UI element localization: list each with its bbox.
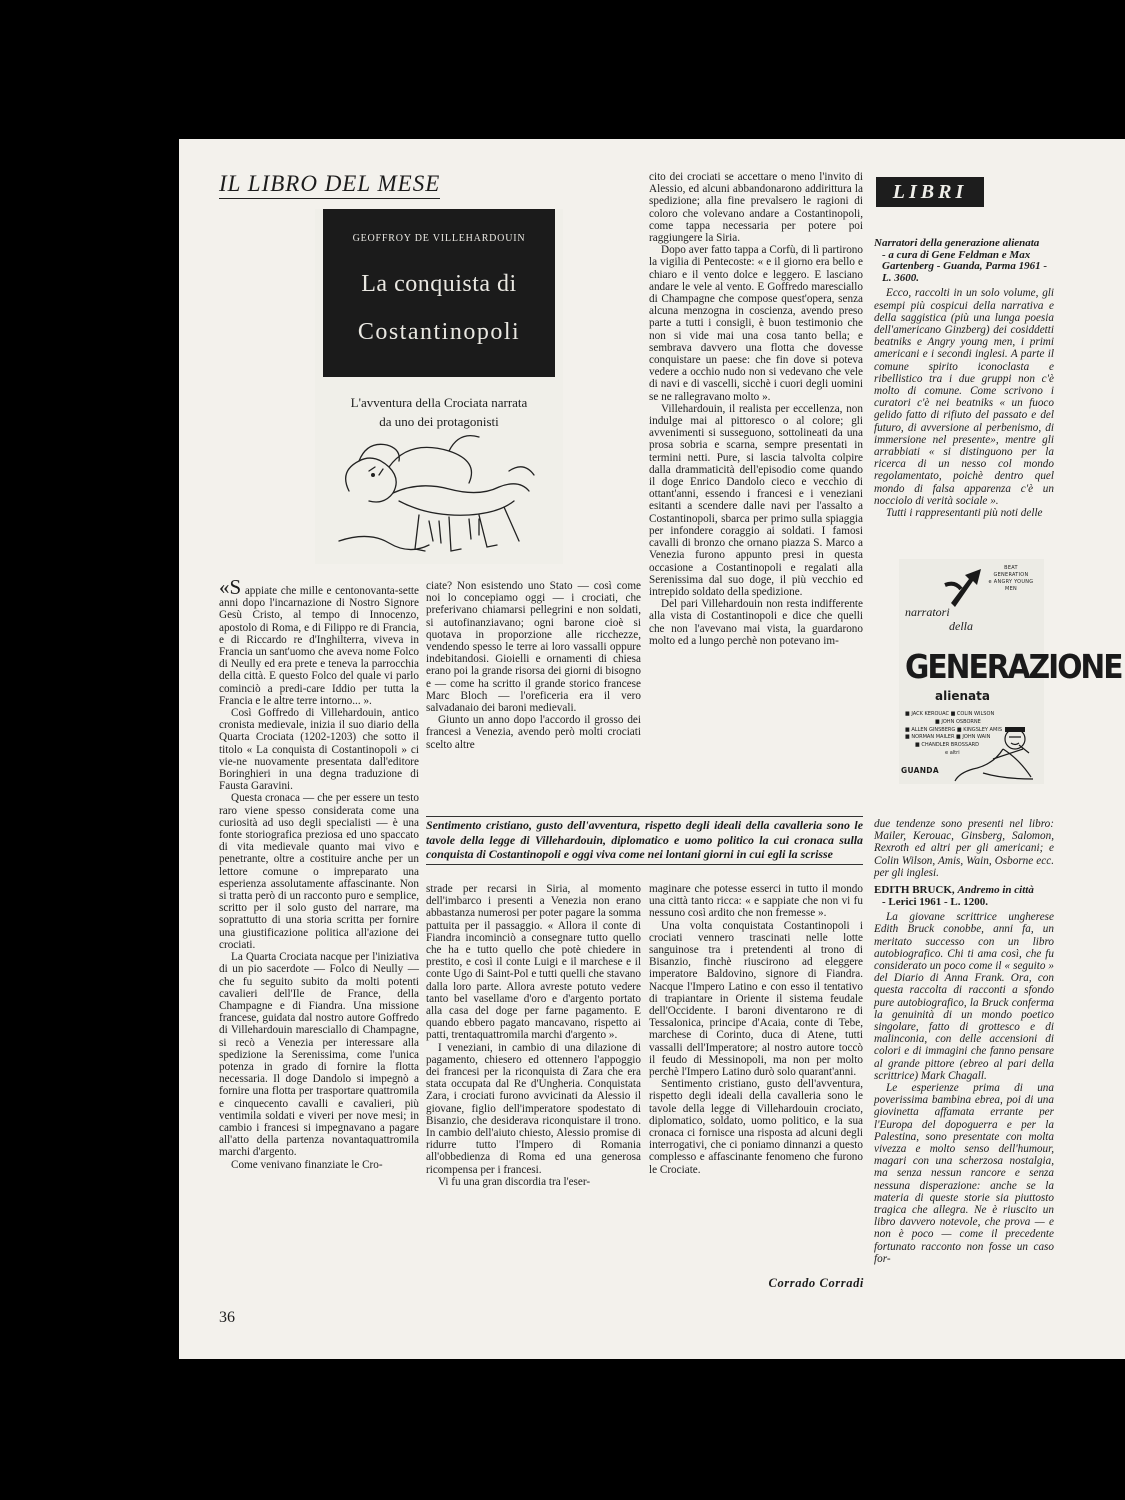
review-2-author: EDITH BRUCK, <box>874 884 955 897</box>
article-column-2-top <box>426 580 641 800</box>
beat-line: e ANGRY YOUNG <box>988 579 1034 585</box>
book-cover <box>315 209 563 564</box>
section-title: IL LIBRO DEL MESE <box>219 171 440 199</box>
article-column-3-bottom <box>649 883 863 1273</box>
paragraph: Questa cronaca — che per essere un testo raro viene spesso considerata come una curiosità ad uso degli specialisti — è una fonte storiografica preziosa ed uno spaccato di vita medievale quanto mai vivo e penetrante, oltre a costituire anche per un lettore comune o impreparato una esperienza assolutamente affascinante. Non si tratta però di un racconto puro e semplice, scritto per il solo gusto del narrare, ma soprattutto di una storia scritta per fornire una giustificazione politica all'azione dei crociati. <box>219 792 419 951</box>
guitarist-drawing-icon <box>953 719 1043 784</box>
cover-title-line-1: La conquista di <box>361 271 517 297</box>
narr-line: narratori <box>905 605 950 619</box>
author-line: ■ CHANDLER BROSSARD <box>915 742 980 749</box>
page-number: 36 <box>219 1309 235 1326</box>
paragraph: Del pari Villehardouin non resta indifferente alla vista di Costantinopoli e dice che quelli che non l'avevano mai vista, la guardarono molto ed a lungo perchè non potevano im- <box>649 598 863 647</box>
beat-line: GENERATION <box>993 572 1029 578</box>
article-column-1 <box>219 575 420 1298</box>
paragraph: due tendenze sono presenti nel libro: Mailer, Kerouac, Ginsberg, Salomon, Rexroth ed altri per gli americani; e Colin Wilson, Amis, Wain, Osborne ecc. per gli inglesi. <box>874 818 1054 879</box>
beat-line: BEAT <box>1004 565 1018 571</box>
libri-label: LIBRI <box>876 177 984 207</box>
magazine-page <box>179 139 1125 1359</box>
paragraph: Ecco, raccolti in un solo volume, gli esempi più cospicui della narrativa e della saggistica (più una lunga poesia dell'americano Ginzberg) dei cosiddetti beatniks e Angry young men, i primi americani e i secondi inglesi. A parte il comune spirito iconoclasta e ribellistico tra i due gruppi non c'è molto di comune. Come scrivono i curatori c'è nei beatniks « un fuoco gelido fatto di rifiuto del passato e del futuro, di avversione al perbenismo, di immersione nel presente», mentre gli arrabbiati « si distinguono per la ricerca di un nesso col mondo regolamentato, poichè dentro quel mondo di falsa apparenza c'è un nocciolo di verità sociale ». <box>874 287 1054 507</box>
author-line: ■ JACK KEROUAC ■ COLIN WILSON <box>905 711 995 717</box>
paragraph: I veneziani, in cambio di una dilazione di pagamento, chiesero ed ottennero l'appoggio dei francesi per la riconquista di Zara che era stata occupata dal Re d'Ungheria. Conquistata Zara, i crociati furono avvicinati da Alessio il giovane, figlio dell'imperatore spodestato di Bisanzio, che desiderava riconquistare il trono. In cambio dell'aiuto chiesto, Alessio promise di ridurre tutto l'Impero di Romania all'obbedienza di Roma ed una generosa ricompensa per i francesi. <box>426 1041 641 1176</box>
book-cover-2 <box>899 559 1122 784</box>
cover-subtitle <box>315 393 563 431</box>
book2-narratori <box>905 605 973 633</box>
book2-publisher: GUANDA <box>901 766 939 775</box>
paragraph-text: appiate che mille e centonovanta-sette anni dopo l'incarnazione di Nostro Signore Gesù Cristo, al tempo di Innocenzo, apostolo di Roma, e di Filippo re di Francia, e di Riccardo re d'Inghilterra, viveva in Francia un sant'uomo che aveva nome Folco di Neully ed era prete e teneva la parrocchia della città. E questo Folco del quale vi parlo cominciò a predi-care Iddio per tutta la Francia e le altre terre intorno... ». <box>219 585 420 707</box>
paragraph: Tutti i rappresentanti più noti delle <box>886 507 1043 520</box>
paragraph: La giovane scrittrice ungherese Edith Bruck conobbe, anni fa, un meritato successo con un libro autobiografico. Chi ti ama così, che fu considerato un poco come il « seguito » del Diario di Anna Frank. Ora, con questa raccolta di racconti a sfondo pure autobiografico, la Bruck conferma la genuinità di un mondo poetico singolare, fatto di grottesco e di malinconia, con delle accensioni di colori e di immagini che fanno pensare al grande pittore (ebreo al pari della scrittrice) Mark Chagall. <box>874 911 1054 1082</box>
paragraph: Dopo aver fatto tappa a Corfù, di lì partirono la vigilia di Pentecoste: « e il giorno era bello e chiaro e il vento dolce e leggero. E lasciano andare le vele al vento. E Goffredo maresciallo di Champagne che compose quest'opera, senza alcuna menzogna in coscienza, avendo preso parte a tutti i consigli, è buon testimonio che non si vide mai una cosa tanto bella; e sembrava davvero una flotta che dovesse conquistare un paese: che fin dove si poteva vedere a occhio nudo non si vedevano che vele di navi e di vascelli, sicchè i cuori degli uomini se ne rallegravano molto ». <box>649 244 863 403</box>
paragraph: Vi fu una gran discordia tra l'eser- <box>438 1175 591 1188</box>
cover-title-line-2: Costantinopoli <box>357 319 521 345</box>
paragraph: strade per recarsi in Siria, al momento dell'imbarco i presenti a Venezia non erano abbastanza numerosi per poter pagare la somma pattuita per il passaggio. « Allora il conte di Fiandra incominciò a consegnare tutto quello che ha e tutto quello che potè chiedere in prestito, e così il conte Luigi e il marchese e il conte Ugo di Saint-Pol e tutti quelli che stavano dalla loro parte. Allora avreste potuto vedere tanto bel vasellame d'oro e d'argento portato alla casa del doge per farne pagamento. E quando ebbero pagato mancavano, rispetto ai patti, trentaquattromila marchi d'argento ». <box>426 883 641 1042</box>
pull-quote: Sentimento cristiano, gusto dell'avventura, rispetto degli ideali della cavalleria sono le tavole della legge di Villehardouin, diplomatico e uomo politico la cui cronaca sulla conquista di Costantinopoli e oggi viva come nei lontani giorni in cui egli la scrisse <box>426 816 863 865</box>
paragraph: Come venivano finanziate le Cro- <box>231 1158 383 1171</box>
review-1-heading <box>874 238 1054 284</box>
article-column-2-bottom <box>426 883 641 1303</box>
author-line: ■ JOHN OSBORNE <box>935 718 981 725</box>
horse-drawing-icon <box>329 431 549 561</box>
cover-title-block <box>323 209 555 377</box>
author-line: ■ ALLEN GINSBERG ■ KINGSLEY AMIS <box>905 726 1003 733</box>
review-2-heading <box>874 885 1054 908</box>
review-2-title: Andremo in città <box>957 884 1034 897</box>
book2-alienata: alienata <box>935 689 990 703</box>
paragraph: Giunto un anno dopo l'accordo il grosso dei francesi a Venezia, avendo però molti crociati scelto altre <box>426 714 641 751</box>
author-signature: Corrado Corradi <box>768 1276 864 1290</box>
paragraph: ciate? Non esistendo uno Stato — così come noi lo concepiamo oggi — i crociati, che preferivano chiamarsi pellegrini e non soldati, si autofinanziavano; ogni barone cioè si quotava in proporzione alle ricchezze, vendendo spesso le terre ai loro vassalli oppure indebitandosi. Gioielli e ornamenti di chiesa erano poi la grande risorsa dei giorni di bisogno e — come ha scritto il grande storico francese Marc Bloch — l'oreficeria era il vero salvadanaio dei baroni medievali. <box>426 580 641 715</box>
author-line: ■ NORMAN MAILER ■ JOHN WAIN <box>905 734 991 741</box>
dropcap: «S <box>219 575 242 599</box>
beat-line: MEN <box>1005 586 1017 592</box>
paragraph: maginare che potesse esserci in tutto il mondo una città tanto ricca: « e sappiate che non vi fu nessuno così ardito che non fremesse ». <box>649 883 863 920</box>
article-column-3-top <box>649 171 863 801</box>
review-1-title: Narratori della generazione alienata <box>874 237 1040 249</box>
review-1-top <box>874 237 1054 549</box>
cover-subtitle-line-2: da uno dei protagonisti <box>379 414 499 429</box>
cover-author: GEOFFROY DE VILLEHARDOUIN <box>352 233 526 244</box>
paragraph: Villehardouin, il realista per eccellenza, non indulge mai al pittoresco o al colore; gli avvenimenti si susseguono, sottolineati da una prosa sobria e scarna, sempre presentati in termini netti. Pure, si lascia talvolta colpire dalla drammaticità dell'episodio come quando il doge Enrico Dandolo cieco e vecchio di ottant'anni, essendo i francesi e i veneziani esitanti a scendere dalle navi per l'assalto a Costantinopoli, sbarca per primo sulla spiaggia per infondere coraggio ai soldati. I famosi cavalli di bronzo che ornano piazza S. Marco a Venezia furono appunto presi in questa occasione a Costantinopoli e regalati alla Serenissima dal suo doge, il più vecchio ed intrepido soldato della spedizione. <box>649 402 863 598</box>
narr-line: della <box>949 619 973 633</box>
review-1-bottom-and-review-2 <box>874 818 1054 1298</box>
paragraph: La Quarta Crociata nacque per l'iniziativa di un pio sacerdote — Folco di Neully — che fu seguito subito da molti potenti cavalieri dell'Ile de France, della Champagne e di Fiandra. Una missione francese, guidata dal nostro autore Goffredo di Villehardouin maresciallo di Champagne, si recò a Venezia per interessare alla spedizione la Serenissima, come l'unica potenza in grado di fornire la flotta necessaria. Il doge Dandolo si impegnò a fornire una flotta per trasportare quattromila e cinquecento cavalli e cavalieri, più ventimila soldati e viveri per nove mesi; in cambio i francesi si impegnavano a pagare all'atto della partenza novantaquattromila marchi d'argento. <box>219 951 419 1159</box>
author-line: e altri <box>945 749 960 756</box>
review-1-info: - a cura di Gene Feldman e Max Gartenberg - Guanda, Parma 1961 - L. 3600. <box>882 248 1048 284</box>
paragraph: Così Goffredo di Villehardouin, antico cronista medievale, inizia il suo diario della Quarta Crociata (1202-1203) che sotto il titolo « La conquista di Costantinopoli » ci vie-ne nuovamente presentata dall'editore Boringhieri in una degna traduzione di Fausta Garavini. <box>219 707 419 793</box>
review-2-info: - Lerici 1961 - L. 1200. <box>882 895 989 908</box>
book2-generazione: GENERAZIONE <box>905 647 1122 686</box>
paragraph: Le esperienze prima di una poverissima bambina ebrea, poi di una giovinetta affamata errante per l'Europa del dopoguerra e per la Palestina, sono presentate con molta vivezza e molto senso dell'humour, magari con una scherzosa nostalgia, ma senza nessun rancore e senza nessuna disperazione: anche se la materia di queste storie sia piuttosto tragica che allegra. Ne è riuscito un libro davvero notevole, che prova — e non è poco — come il precedente fortunato racconto non fosse un caso for- <box>874 1082 1054 1265</box>
paragraph: Una volta conquistata Costantinopoli i crociati vennero trascinati nelle lotte sanguinose tra i pretendenti al trono di Bisanzio, finchè riuscirono ad eleggere imperatore Baldovino, signore di Fiandra. Nacque l'Impero Latino e con esso il tentativo di trapiantare in Oriente il sistema feudale dell'Occidente. I baroni diventarono re di Tessalonica, principe d'Acaia, conte di Tebe, marchese di Corinto, duca di Atene, tutti vassalli dell'Imperatore; al nostro autore toccò il feudo di Messinopoli, ma non per molto perchè l'Impero Latino durò solo quarant'anni. <box>649 919 863 1079</box>
cover-subtitle-line-1: L'avventura della Crociata narrata <box>350 395 528 410</box>
paragraph: Sentimento cristiano, gusto dell'avventura, rispetto degli ideali della cavalleria sono le tavole della legge di Villehardouin crociato, diplomatico, soldato, uomo politico, e la sua cronaca ci fornisce una risposta ad alcuni degli interrogativi, che ci poniamo dinnanzi a questo complesso e affascinante fenomeno che furono le Crociate. <box>649 1078 863 1176</box>
book2-beat-label <box>981 565 1041 593</box>
paragraph: cito dei crociati se accettare o meno l'invito di Alessio, ed alcuni abbandonarono addirittura la spedizione; alla fine prevalsero le ragioni di coloro che volevano andare a Costantinopoli, come tappa necessaria per potere poi raggiungere la Siria. <box>649 171 863 245</box>
paragraph <box>219 575 420 707</box>
